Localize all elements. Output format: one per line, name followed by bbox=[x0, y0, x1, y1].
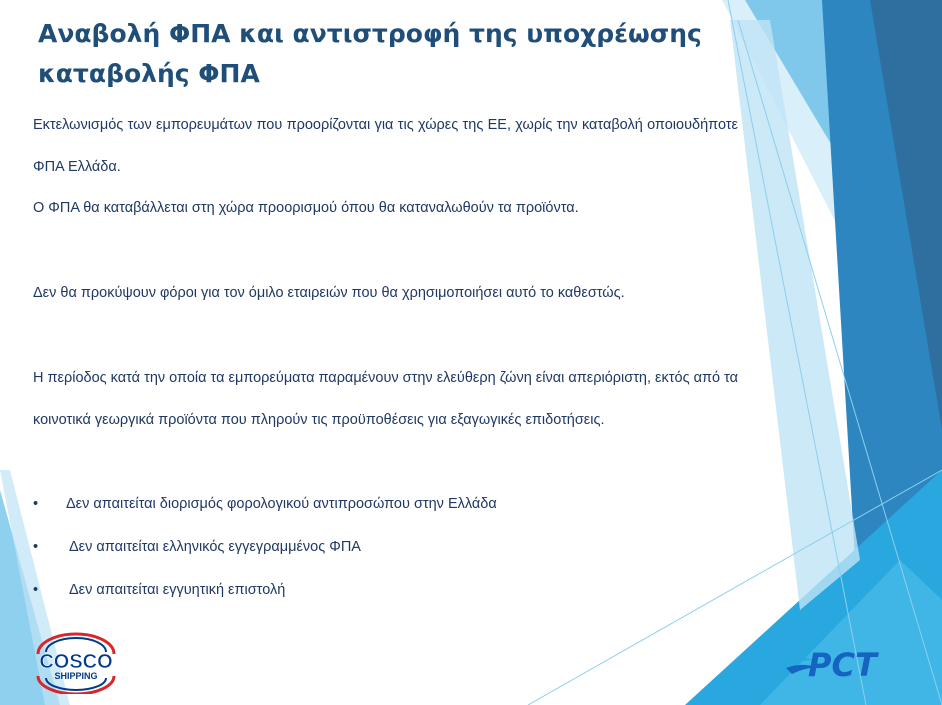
bullet-text: Δεν απαιτείται εγγυητική επιστολή bbox=[69, 582, 286, 598]
pct-logo-word: PCT bbox=[808, 646, 877, 684]
paragraph-customs-clearance: Εκτελωνισμός των εμπορευμάτων που προορίζονται για τις χώρες της ΕΕ, χωρίς την καταβολή οποιουδήποτε ΦΠΑ Ελλάδα. bbox=[33, 117, 738, 175]
cosco-shipping-logo bbox=[26, 632, 126, 694]
bullet-dot: • bbox=[33, 539, 39, 555]
cosco-logo-word: COSCO bbox=[39, 651, 113, 673]
cosco-logo-subword: SHIPPING bbox=[54, 671, 98, 681]
bullet-text: Δεν απαιτείται διορισμός φορολογικού αντιπροσώπου στην Ελλάδα bbox=[66, 496, 497, 512]
paragraph-vat-destination: Ο ΦΠΑ θα καταβάλλεται στη χώρα προορισμού όπου θα καταναλωθούν τα προϊόντα. bbox=[33, 200, 579, 216]
bullet-dot: • bbox=[33, 496, 39, 512]
slide-title: Αναβολή ΦΠΑ και αντιστροφή της υποχρέωσης καταβολής ΦΠΑ bbox=[38, 19, 702, 88]
pct-logo bbox=[776, 642, 898, 684]
bullet-dot: • bbox=[33, 582, 39, 598]
paragraph-no-taxes: Δεν θα προκύψουν φόροι για τον όμιλο εταιρειών που θα χρησιμοποιήσει αυτό το καθεστώς. bbox=[33, 285, 625, 301]
paragraph-free-zone-period: Η περίοδος κατά την οποία τα εμπορεύματα παραμένουν στην ελεύθερη ζώνη είναι απεριόριστη, εκτός από τα κοινοτικά γεωργικά προϊόντα που πληρούν τις προϋποθέσεις για εξαγωγικές επιδοτήσεις. bbox=[33, 370, 738, 428]
bullet-text: Δεν απαιτείται ελληνικός εγγεγραμμένος ΦΠΑ bbox=[69, 539, 361, 555]
